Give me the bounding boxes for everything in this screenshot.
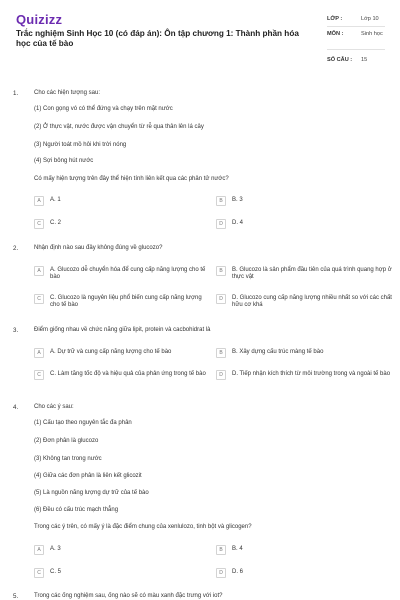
question-number: 4. bbox=[13, 404, 19, 411]
question-number: 2. bbox=[13, 245, 19, 252]
list-item: (2) Đơn phân là glucozo bbox=[34, 438, 99, 444]
option-letter-box: D bbox=[216, 568, 226, 578]
option-letter-box: C bbox=[34, 294, 44, 304]
option-text: B. Xây dựng cấu trúc màng tế bào bbox=[232, 348, 324, 355]
list-item: (1) Con gọng vó có thể đứng và chạy trên mặt nước bbox=[34, 106, 173, 112]
option-letter-box: D bbox=[216, 370, 226, 380]
count-label: SỐ CÂU : bbox=[327, 57, 353, 63]
option-letter-box: D bbox=[216, 294, 226, 304]
question-text: Cho các hiện tượng sau: bbox=[34, 90, 100, 96]
worksheet-title: Trắc nghiệm Sinh Học 10 (có đáp án): Ôn tập chương 1: Thành phần hóa học của tế bào bbox=[16, 29, 299, 48]
question-text: Điểm giống nhau về chức năng giữa lipit, protein và cacbohidrat là bbox=[34, 327, 211, 333]
meta-divider bbox=[327, 26, 385, 27]
list-item: (4) Giữa các đơn phân là liên kết glicozit bbox=[34, 473, 142, 479]
option-letter-box: A bbox=[34, 545, 44, 555]
option-letter-box: C bbox=[34, 568, 44, 578]
option-text: C. Glucozo là nguyên liệu phổ biến cung cấp năng lượng cho tế bào bbox=[50, 294, 202, 308]
option-text: C. 5 bbox=[50, 568, 62, 575]
option-text: B. Glucozo là sản phẩm đầu tiên của quá trình quang hợp ở thực vật bbox=[232, 266, 392, 280]
list-item: (2) Ở thực vật, nước được vận chuyển từ rễ qua thân lên lá cây bbox=[34, 124, 204, 130]
option-letter-box: C bbox=[34, 370, 44, 380]
question-text: Trong các ống nghiệm sau, ống nào sẽ có màu xanh đặc trưng với iot? bbox=[34, 593, 223, 599]
list-item: (3) Người toát mồ hôi khi trời nóng bbox=[34, 142, 127, 148]
quizizz-logo: Quizizz bbox=[16, 12, 63, 27]
option-text: A. Dự trữ và cung cấp năng lượng cho tế bào bbox=[50, 348, 172, 355]
option-letter-box: A bbox=[34, 196, 44, 206]
list-item: (3) Không tan trong nước bbox=[34, 456, 102, 462]
option-text: A. 3 bbox=[50, 545, 61, 552]
option-text: D. Glucozo cung cấp năng lượng nhiều nhất so với các chất hữu cơ khá bbox=[232, 294, 392, 308]
option-letter-box: A bbox=[34, 348, 44, 358]
option-letter-box: B bbox=[216, 266, 226, 276]
option-text: C. 2 bbox=[50, 219, 62, 226]
list-item: (5) Là nguồn năng lượng dự trữ của tế bào bbox=[34, 490, 149, 496]
worksheet-header bbox=[0, 0, 400, 78]
list-item: (4) Sợi bông hút nước bbox=[34, 158, 94, 164]
option-text: C. Làm tăng tốc độ và hiệu quả của phản ứng trong tế bào bbox=[50, 370, 206, 377]
meta-divider bbox=[327, 49, 385, 50]
class-label: LỚP : bbox=[327, 16, 343, 22]
question-number: 3. bbox=[13, 327, 19, 334]
question-number: 1. bbox=[13, 90, 19, 97]
option-letter-box: B bbox=[216, 196, 226, 206]
option-letter-box: B bbox=[216, 348, 226, 358]
subject-value: Sinh học bbox=[361, 31, 383, 37]
option-letter-box: C bbox=[34, 219, 44, 229]
count-value: 15 bbox=[361, 57, 368, 63]
question-number: 5. bbox=[13, 593, 19, 600]
option-text: B. 4 bbox=[232, 545, 243, 552]
class-value: Lớp 10 bbox=[361, 16, 379, 22]
question-prompt: Trong các ý trên, có mấy ý là đặc điểm chung của xenlulozo, tinh bột và glicogen? bbox=[34, 524, 252, 530]
option-text: A. Glucozo dễ chuyển hóa để cung cấp năng lượng cho tế bào bbox=[50, 266, 206, 280]
option-text: B. 3 bbox=[232, 196, 243, 203]
list-item: (6) Đều có cấu trúc mạch thẳng bbox=[34, 507, 119, 513]
option-text: D. 6 bbox=[232, 568, 244, 575]
question-text: Cho các ý sau: bbox=[34, 404, 74, 410]
subject-label: MÔN : bbox=[327, 31, 344, 37]
question-prompt: Có mấy hiện tượng trên đây thể hiện tính liên kết qua các phân tử nước? bbox=[34, 176, 229, 182]
list-item: (1) Cấu tạo theo nguyên tắc đa phân bbox=[34, 420, 132, 426]
option-letter-box: A bbox=[34, 266, 44, 276]
option-text: A. 1 bbox=[50, 196, 61, 203]
option-letter-box: B bbox=[216, 545, 226, 555]
option-text: D. 4 bbox=[232, 219, 244, 226]
option-text: D. Tiếp nhận kích thích từ môi trường trong và ngoài tế bào bbox=[232, 370, 391, 377]
question-text: Nhận định nào sau đây không đúng về glucozo? bbox=[34, 245, 163, 251]
option-letter-box: D bbox=[216, 219, 226, 229]
